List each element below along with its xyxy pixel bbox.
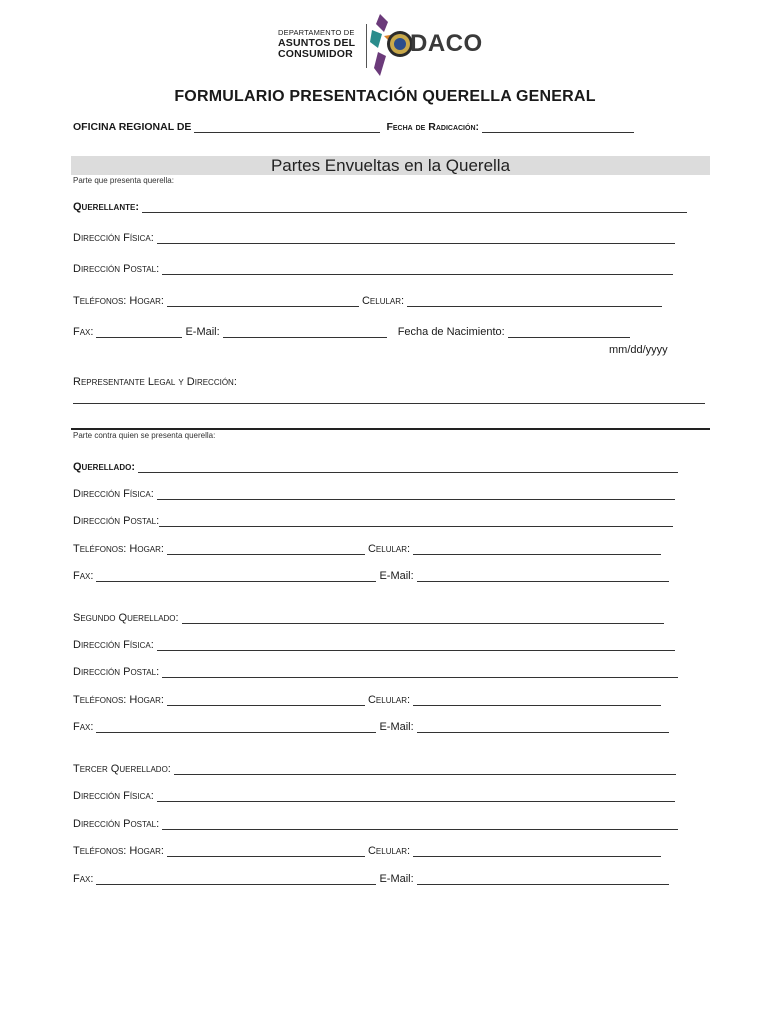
querellante-direccion-fisica-row — [73, 232, 678, 244]
fax-label: Fax: — [73, 873, 94, 885]
direccion-postal-label: Dirección Postal: — [73, 263, 160, 275]
section-title: Partes Envueltas en la Querella — [270, 156, 511, 175]
querellado-telefonos-row — [73, 543, 664, 555]
direccion-postal-label: Dirección Postal: — [73, 515, 160, 527]
dept-line-1: DEPARTAMENTO DE — [278, 28, 355, 37]
querellante-fax-row — [73, 326, 633, 338]
segundo-querellado-field[interactable] — [182, 613, 664, 624]
daco-emblem-icon — [368, 12, 416, 78]
direccion-fisica-label: Dirección Física: — [73, 488, 154, 500]
querellado-celular-field[interactable] — [413, 544, 661, 555]
fecha-radicacion-field[interactable] — [482, 122, 634, 133]
celular-label: Celular: — [367, 694, 411, 706]
tercer-direccion-postal-field[interactable] — [162, 819, 678, 830]
segundo-fax-row — [73, 721, 672, 733]
querellante-field[interactable] — [142, 202, 687, 213]
segundo-celular-field[interactable] — [413, 695, 661, 706]
querellado-direccion-fisica-field[interactable] — [157, 489, 675, 500]
tercer-querellado-label: Tercer Querellado: — [73, 763, 171, 775]
email-label: E-Mail: — [379, 570, 414, 582]
segundo-email-field[interactable] — [417, 722, 669, 733]
oficina-field[interactable] — [194, 122, 380, 133]
querellado-email-field[interactable] — [417, 571, 669, 582]
segundo-direccion-fisica-field[interactable] — [157, 640, 675, 651]
direccion-fisica-label: Dirección Física: — [73, 790, 154, 802]
segundo-fax-field[interactable] — [96, 722, 376, 733]
daco-wordmark: DACO — [410, 30, 483, 57]
fax-label: Fax: — [73, 326, 94, 338]
representante-label: Representante Legal y Dirección: — [73, 376, 237, 388]
querellado-field[interactable] — [138, 462, 678, 473]
querellante-row — [73, 201, 690, 213]
querellante-direccion-postal-row — [73, 263, 676, 275]
oficina-label: OFICINA REGIONAL DE — [73, 121, 192, 133]
tercer-direccion-fisica-row — [73, 790, 678, 802]
segundo-direccion-postal-field[interactable] — [162, 667, 678, 678]
fecha-nacimiento-field[interactable] — [508, 327, 630, 338]
querellante-telefonos-row — [73, 295, 665, 307]
representante-row — [73, 376, 237, 388]
segundo-querellado-row — [73, 612, 667, 624]
querellado-direccion-postal-field[interactable] — [159, 516, 673, 527]
department-name — [278, 28, 366, 60]
segundo-direccion-fisica-row — [73, 639, 678, 651]
dept-line-3: CONSUMIDOR — [278, 48, 353, 60]
section-divider — [71, 428, 710, 430]
parte-contra-label: Parte contra quien se presenta querella: — [73, 431, 216, 440]
parte-presenta-label: Parte que presenta querella: — [73, 176, 174, 185]
tercer-email-field[interactable] — [417, 874, 669, 885]
tercer-celular-field[interactable] — [413, 846, 661, 857]
fax-label: Fax: — [73, 570, 94, 582]
querellante-hogar-field[interactable] — [167, 296, 359, 307]
querellante-direccion-fisica-field[interactable] — [157, 233, 675, 244]
querellado-direccion-fisica-row — [73, 488, 678, 500]
tercer-fax-row — [73, 873, 672, 885]
celular-label: Celular: — [367, 543, 411, 555]
tercer-querellado-field[interactable] — [174, 764, 676, 775]
querellante-celular-field[interactable] — [407, 296, 662, 307]
tercer-fax-field[interactable] — [96, 874, 376, 885]
fecha-nacimiento-label: Fecha de Nacimiento: — [397, 326, 505, 338]
querellante-email-field[interactable] — [223, 327, 387, 338]
email-label: E-Mail: — [379, 873, 414, 885]
direccion-fisica-label: Dirección Física: — [73, 639, 154, 651]
direccion-fisica-label: Dirección Física: — [73, 232, 154, 244]
tercer-querellado-row — [73, 763, 679, 775]
querellante-direccion-postal-field[interactable] — [162, 264, 673, 275]
direccion-postal-label: Dirección Postal: — [73, 666, 160, 678]
telefonos-hogar-label: Teléfonos: Hogar: — [73, 845, 164, 857]
querellante-label: Querellante: — [73, 201, 139, 213]
tercer-direccion-postal-row — [73, 818, 681, 830]
dept-line-2: ASUNTOS DEL — [278, 37, 356, 49]
email-label: E-Mail: — [379, 721, 414, 733]
querellado-fax-field[interactable] — [96, 571, 376, 582]
querellado-label: Querellado: — [73, 461, 135, 473]
tercer-hogar-field[interactable] — [167, 846, 365, 857]
fecha-radicacion-label: Fecha de Radicación: — [386, 121, 479, 133]
tercer-direccion-fisica-field[interactable] — [157, 791, 675, 802]
representante-field[interactable] — [73, 395, 705, 404]
segundo-direccion-postal-row — [73, 666, 681, 678]
celular-label: Celular: — [367, 845, 411, 857]
daco-logo — [278, 12, 493, 78]
form-title: FORMULARIO PRESENTACIÓN QUERELLA GENERAL — [174, 88, 596, 105]
tercer-telefonos-row — [73, 845, 664, 857]
querellado-direccion-postal-row — [73, 515, 676, 527]
logo-divider — [366, 24, 367, 68]
oficina-row — [73, 121, 713, 133]
segundo-telefonos-row — [73, 694, 664, 706]
telefonos-hogar-label: Teléfonos: Hogar: — [73, 295, 164, 307]
email-label: E-Mail: — [185, 326, 220, 338]
querellado-row — [73, 461, 681, 473]
date-format-hint: mm/dd/yyyy — [609, 344, 668, 356]
segundo-querellado-label: Segundo Querellado: — [73, 612, 179, 624]
querellado-hogar-field[interactable] — [167, 544, 365, 555]
querellado-fax-row — [73, 570, 672, 582]
section-header — [71, 156, 710, 175]
telefonos-hogar-label: Teléfonos: Hogar: — [73, 694, 164, 706]
fax-label: Fax: — [73, 721, 94, 733]
querellante-fax-field[interactable] — [96, 327, 182, 338]
celular-label: Celular: — [361, 295, 405, 307]
segundo-hogar-field[interactable] — [167, 695, 365, 706]
direccion-postal-label: Dirección Postal: — [73, 818, 160, 830]
telefonos-hogar-label: Teléfonos: Hogar: — [73, 543, 164, 555]
